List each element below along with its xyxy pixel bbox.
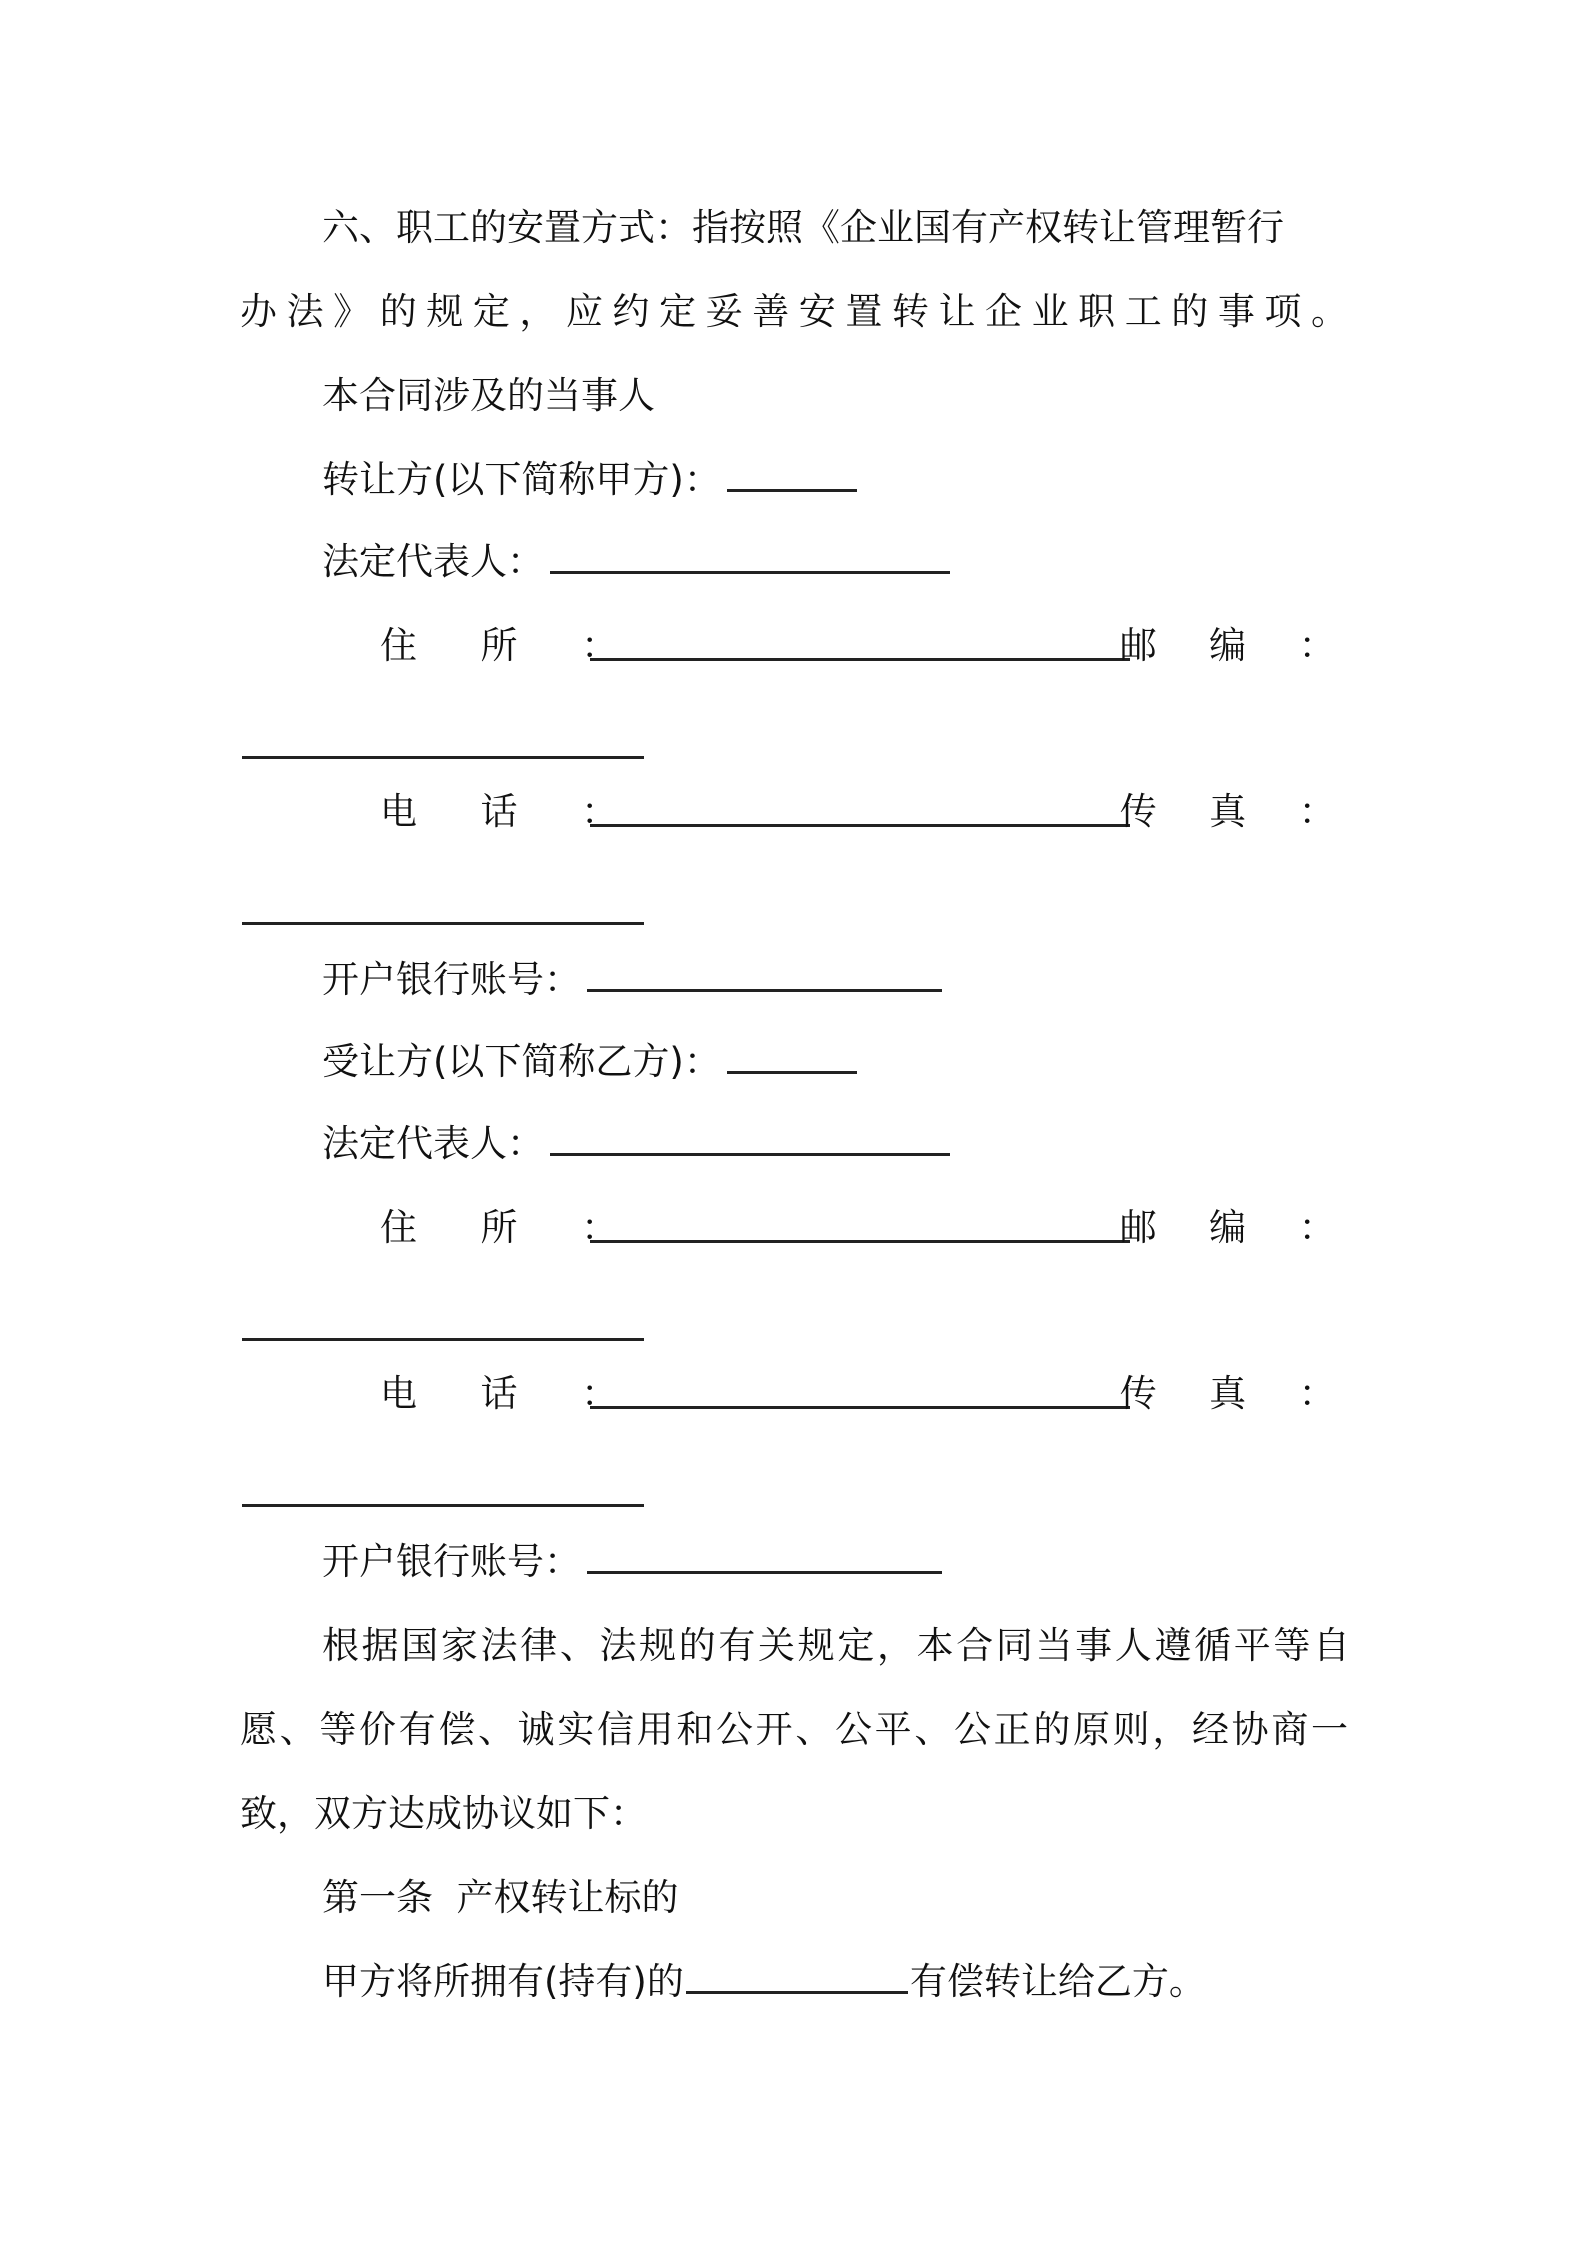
- article-one-subject-blank: [686, 1960, 908, 1994]
- party-a-address-blank: [590, 658, 1130, 661]
- party-b-legal-rep-label: 法定代表人：: [322, 1122, 544, 1165]
- principle-line-2: 愿、等价有偿、诚实信用和公开、公平、公正的原则，经协商一: [240, 1708, 1348, 1751]
- party-b-fax-blank: [242, 1504, 644, 1507]
- parties-heading: 本合同涉及的当事人: [322, 374, 655, 417]
- party-b-title: 受让方(以下简称乙方)：: [322, 1040, 721, 1083]
- party-a-postcode-blank: [242, 756, 644, 759]
- party-b-bank-line: [322, 1522, 1432, 1602]
- party-b-phone-label: 电 话 ：: [380, 1372, 645, 1415]
- party-b-postcode-label: 邮 编 ：: [1119, 1206, 1356, 1249]
- principle-line-1: 根据国家法律、法规的有关规定，本合同当事人遵循平等自: [322, 1624, 1350, 1667]
- para-six-line-1: 六、职工的安置方式：指按照《企业国有产权转让管理暂行: [322, 206, 1284, 249]
- party-b-address-row: [380, 1188, 1356, 1268]
- party-a-fax-label: 传 真 ：: [1119, 790, 1356, 833]
- party-b-phone-row: [380, 1354, 1356, 1434]
- party-b-legal-rep-line: [322, 1104, 1432, 1184]
- party-a-name-blank: [727, 458, 857, 492]
- article-one-text: [322, 1942, 1432, 2022]
- party-a-phone-blank: [590, 824, 1130, 827]
- party-b-legal-rep-blank: [550, 1122, 950, 1156]
- party-a-legal-rep-line: [322, 522, 1432, 602]
- party-a-phone-row: [380, 772, 1356, 852]
- party-a-postcode-label: 邮 编 ：: [1119, 624, 1356, 667]
- party-b-postcode-blank: [242, 1338, 644, 1341]
- party-b-address-label: 住 所 ：: [380, 1206, 645, 1249]
- para-six-line-2: 办法》的规定，应约定妥善安置转让企业职工的事项。: [240, 290, 1348, 333]
- party-b-fax-label: 传 真 ：: [1119, 1372, 1356, 1415]
- party-a-legal-rep-blank: [550, 540, 950, 574]
- party-b-bank-label: 开户银行账号：: [322, 1540, 581, 1583]
- party-a-fax-blank: [242, 922, 644, 925]
- party-b-name-blank: [727, 1040, 857, 1074]
- article-one-title: 第一条 产权转让标的: [322, 1876, 679, 1919]
- party-a-phone-label: 电 话 ：: [380, 790, 645, 833]
- party-b-title-line: [322, 1022, 1432, 1102]
- party-a-address-label: 住 所 ：: [380, 624, 645, 667]
- party-a-bank-line: [322, 940, 1432, 1020]
- party-a-bank-label: 开户银行账号：: [322, 958, 581, 1001]
- party-b-phone-blank: [590, 1406, 1130, 1409]
- article-one-text-b: 有偿转让给乙方。: [909, 1960, 1206, 2003]
- party-a-address-row: [380, 606, 1356, 686]
- party-a-bank-blank: [587, 958, 942, 992]
- article-one-text-a: 甲方将所拥有(持有)的: [322, 1960, 684, 2003]
- principle-line-3: 致，双方达成协议如下：: [240, 1792, 647, 1835]
- party-b-address-blank: [590, 1240, 1130, 1243]
- party-a-title: 转让方(以下简称甲方)：: [322, 458, 721, 501]
- party-a-legal-rep-label: 法定代表人：: [322, 540, 544, 583]
- party-a-title-line: [322, 440, 1432, 520]
- party-b-bank-blank: [587, 1540, 942, 1574]
